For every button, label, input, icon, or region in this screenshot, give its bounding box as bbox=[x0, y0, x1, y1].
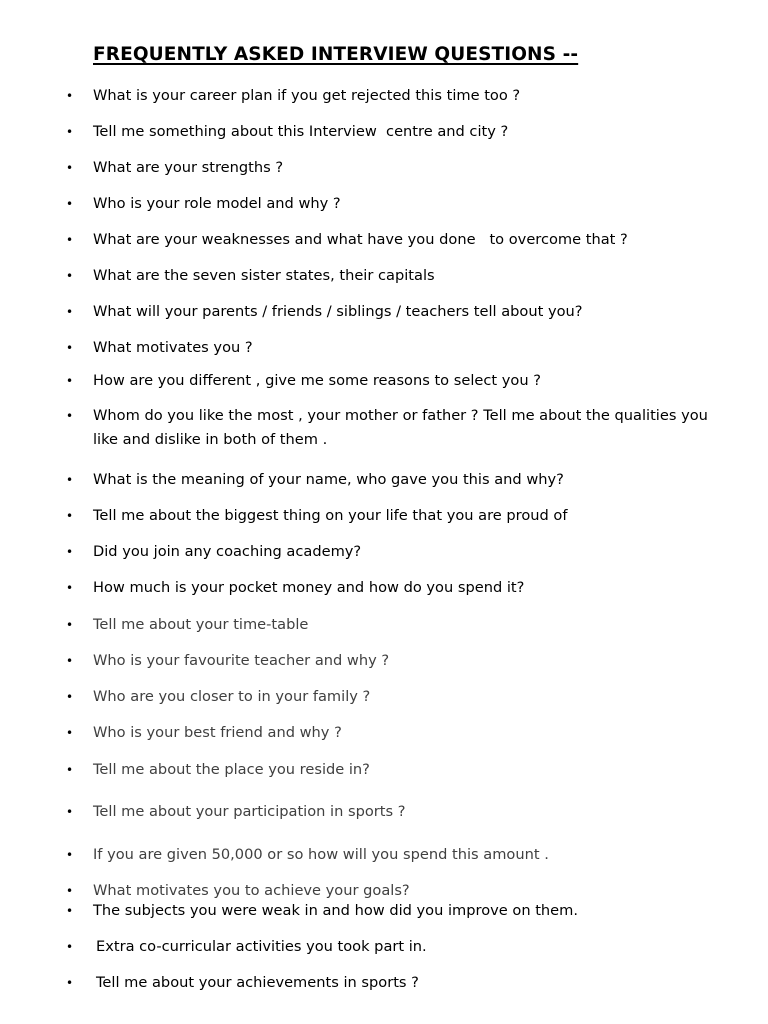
bullet-icon: • bbox=[66, 940, 74, 954]
question-text: How are you different , give me some reasons to select you ? bbox=[93, 372, 541, 389]
bullet-icon: • bbox=[66, 509, 74, 523]
question-text: Extra co-curricular activities you took part in. bbox=[96, 938, 427, 955]
question-text: What are your weaknesses and what have you done to overcome that ? bbox=[93, 231, 628, 248]
bullet-icon: • bbox=[66, 161, 74, 175]
bullet-icon: • bbox=[66, 125, 74, 139]
bullet-icon: • bbox=[66, 374, 74, 388]
bullet-icon: • bbox=[66, 409, 74, 423]
question-text: Tell me about the biggest thing on your life that you are proud of bbox=[93, 507, 568, 524]
bullet-icon: • bbox=[66, 341, 74, 355]
bullet-icon: • bbox=[66, 884, 74, 898]
question-text: What is the meaning of your name, who gave you this and why? bbox=[93, 471, 564, 488]
bullet-icon: • bbox=[66, 233, 74, 247]
question-text: Who is your favourite teacher and why ? bbox=[93, 652, 390, 669]
bullet-icon: • bbox=[66, 618, 74, 632]
document-title: FREQUENTLY ASKED INTERVIEW QUESTIONS -- bbox=[93, 44, 579, 65]
question-text: Tell me about your participation in sports ? bbox=[93, 803, 406, 820]
question-text: What are your strengths ? bbox=[93, 159, 284, 176]
bullet-icon: • bbox=[66, 726, 74, 740]
bullet-icon: • bbox=[66, 269, 74, 283]
bullet-icon: • bbox=[66, 904, 74, 918]
question-text: Did you join any coaching academy? bbox=[93, 543, 362, 560]
question-text: What motivates you ? bbox=[93, 339, 253, 356]
question-text: Who are you closer to in your family ? bbox=[93, 688, 371, 705]
question-text: Tell me something about this Interview centre and city ? bbox=[93, 123, 509, 140]
bullet-icon: • bbox=[66, 545, 74, 559]
bullet-icon: • bbox=[66, 805, 74, 819]
bullet-icon: • bbox=[66, 581, 74, 595]
question-text: Tell me about your time-table bbox=[93, 616, 309, 633]
bullet-icon: • bbox=[66, 848, 74, 862]
question-text: How much is your pocket money and how do you spend it? bbox=[93, 579, 525, 596]
bullet-icon: • bbox=[66, 197, 74, 211]
bullet-icon: • bbox=[66, 654, 74, 668]
question-text: What motivates you to achieve your goals? bbox=[93, 882, 410, 899]
bullet-icon: • bbox=[66, 690, 74, 704]
question-text: The subjects you were weak in and how did you improve on them. bbox=[93, 902, 579, 919]
question-text: Whom do you like the most , your mother or father ? Tell me about the qualities you like and dislike in both of them . bbox=[93, 407, 708, 448]
bullet-icon: • bbox=[66, 763, 74, 777]
question-text: If you are given 50,000 or so how will you spend this amount . bbox=[93, 846, 549, 863]
question-text: Tell me about the place you reside in? bbox=[93, 761, 370, 778]
bullet-icon: • bbox=[66, 89, 74, 103]
bullet-icon: • bbox=[66, 305, 74, 319]
question-text: What is your career plan if you get rejected this time too ? bbox=[93, 87, 521, 104]
question-text: What are the seven sister states, their capitals bbox=[93, 267, 435, 284]
question-text: Who is your role model and why ? bbox=[93, 195, 341, 212]
question-text: Tell me about your achievements in sports ? bbox=[96, 974, 419, 991]
bullet-icon: • bbox=[66, 473, 74, 487]
bullet-icon: • bbox=[66, 976, 74, 990]
question-text: What will your parents / friends / siblings / teachers tell about you? bbox=[93, 303, 583, 320]
question-text: Who is your best friend and why ? bbox=[93, 724, 342, 741]
